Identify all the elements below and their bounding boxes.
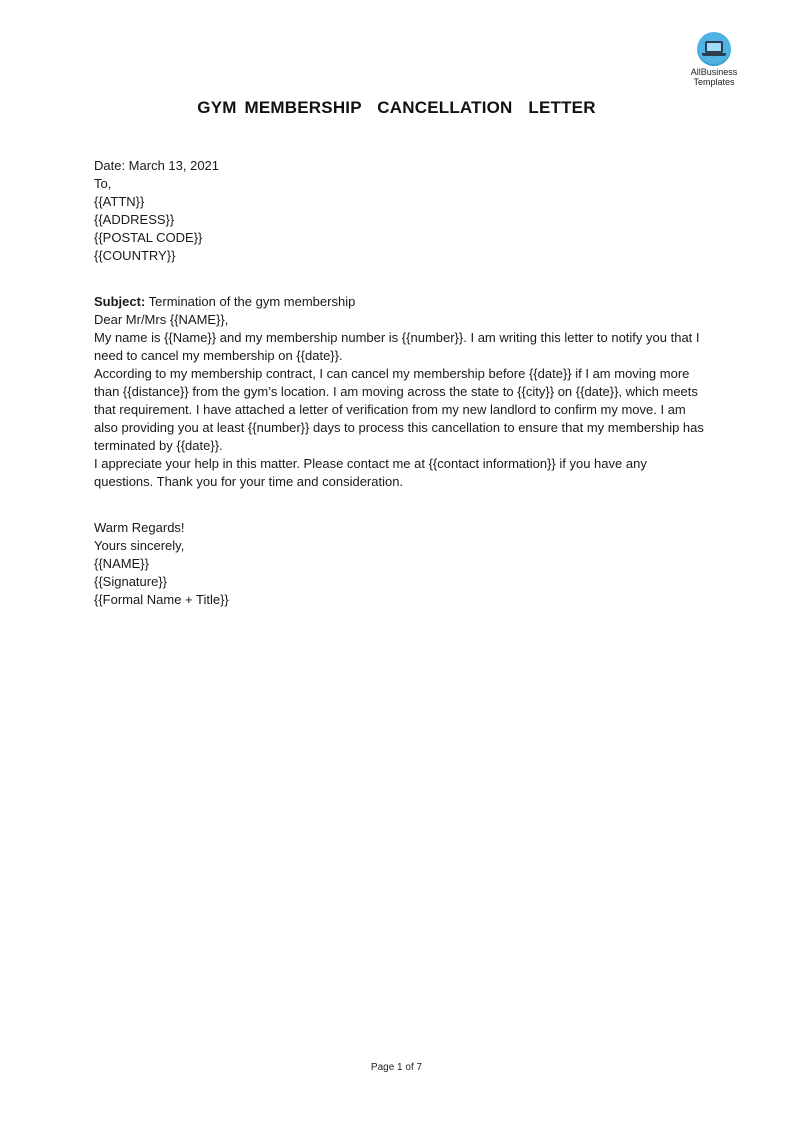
signature: {{Signature}} xyxy=(94,574,168,589)
salutation: Dear Mr/Mrs {{NAME}}, xyxy=(94,312,229,327)
address-line: {{ADDRESS}} xyxy=(94,212,175,227)
letter-body xyxy=(94,157,704,609)
closing-sincerely: Yours sincerely, xyxy=(94,538,185,553)
recipient-address xyxy=(94,175,704,265)
signer-name: {{NAME}} xyxy=(94,556,149,571)
address-to: To, xyxy=(94,176,112,191)
page-number: Page 1 of 7 xyxy=(370,1062,423,1073)
address-line: {{POSTAL CODE}} xyxy=(94,230,203,245)
address-line: {{ATTN}} xyxy=(94,194,145,209)
letter-subject xyxy=(94,293,704,311)
laptop-icon xyxy=(697,32,731,66)
closing-regards: Warm Regards! xyxy=(94,520,185,535)
allbusiness-logo[interactable] xyxy=(680,32,748,87)
body-paragraph: I appreciate your help in this matter. Please contact me at {{contact information}} if you have any questions. Thank you for your time and consideration. xyxy=(94,456,647,489)
formal-name-title: {{Formal Name + Title}} xyxy=(94,592,229,607)
body-paragraph: My name is {{Name}} and my membership number is {{number}}. I am writing this letter to notify you that I need to cancel my membership on {{date}}. xyxy=(94,330,700,363)
document-title: GYM MEMBERSHIP CANCELLATION LETTER xyxy=(197,98,596,117)
subject-label: Subject: xyxy=(94,294,146,309)
address-line: {{COUNTRY}} xyxy=(94,248,176,263)
logo-text-line1: AllBusiness xyxy=(690,67,738,77)
letter-date: Date: March 13, 2021 xyxy=(94,158,220,173)
body-paragraph: According to my membership contract, I can cancel my membership before {{date}} if I am moving more than {{distance}} from the gym’s location. I am moving across the state to {{city}} on {{date}}, which meets that requirement. I have attached a letter of verification from my new landlord to confirm my move. I am also providing you at least {{number}} days to process this cancellation to ensure that my membership has terminated by {{date}}. xyxy=(94,366,704,453)
subject-text: Termination of the gym membership xyxy=(145,294,356,309)
logo-text xyxy=(680,67,748,87)
logo-text-line2: Templates xyxy=(693,77,735,87)
